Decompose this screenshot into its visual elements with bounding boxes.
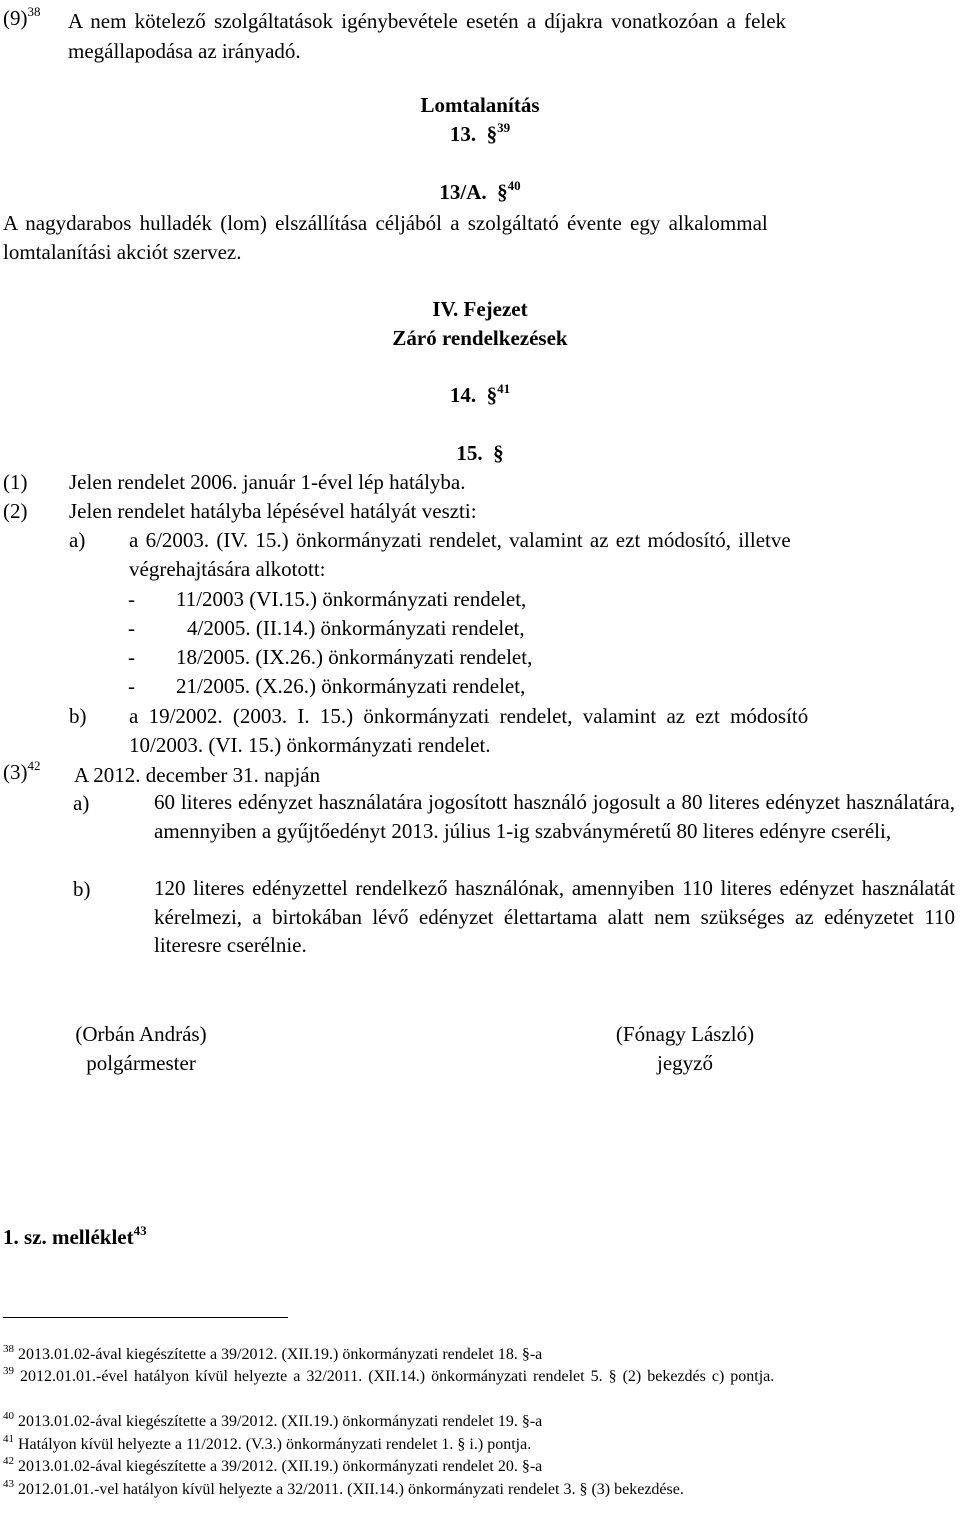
paragraph-2-text: Jelen rendelet hatályba lépésével hatályát veszti: [69,499,477,523]
paragraph-1-number: (1) [3,470,28,494]
footnote-ref-43[interactable]: 43 [133,1223,147,1238]
lomtalanitas-heading: Lomtalanítás [420,93,540,117]
section-15-heading: 15. § [456,441,504,465]
footnote-ref-38[interactable]: 38 [27,4,41,19]
footnote-41: $^{41}$ Hatályon kívül helyezte a 11/2012. (V.3.) önkormányzati rendelet 1. § i.) pontja. [3,1433,532,1453]
paragraph-9-number: $(9)^{38}$ [3,4,41,30]
item-b-label: b) [69,704,87,728]
repealed-decree-item: 4/2005. (II.14.) önkormányzati rendelet, [187,616,525,640]
section-13a-line2: lomtalanítási akciót szervez. [3,240,242,264]
dash-bullet: - [128,674,135,698]
notary-title: jegyző [657,1051,713,1075]
chapter-subtitle: Záró rendelkezések [392,326,568,350]
paragraph-3-item-a-label: a) [73,791,90,815]
paragraph-2-number: (2) [3,499,28,523]
mayor-title: polgármester [86,1051,196,1075]
dash-bullet: - [128,645,135,669]
notary-name: (Fónagy László) [615,1022,755,1046]
repealed-decree-item: 11/2003 (VI.15.) önkormányzati rendelet, [176,587,527,611]
section-13a-heading: 13/A. §$^{40}$ [439,178,521,204]
repealed-decree-item: 21/2005. (X.26.) önkormányzati rendelet, [176,674,526,698]
footnote-ref-39[interactable]: 39 [497,120,511,135]
footnote-separator [3,1317,288,1318]
dash-bullet: - [128,616,135,640]
mayor-name: (Orbán András) [75,1022,207,1046]
paragraph-3-item-a-text: 60 literes edényzet használatára jogosított használó jogosult a 80 literes edényzet használatára, amennyiben a gyűjtőedényt 2013. július 1-ig szabványméretű 80 literes edényre cseréli, [154,790,955,843]
footnote-ref-42[interactable]: 42 [27,758,41,773]
paragraph-3-number: $(3)^{42}$ [3,758,41,784]
footnote-ref-41[interactable]: 41 [497,381,511,396]
repealed-decree-item: 18/2005. (IX.26.) önkormányzati rendelet, [176,645,533,669]
chapter-title: IV. Fejezet [432,297,528,321]
paragraph-9-line2: megállapodása az irányadó. [68,39,301,63]
item-b-line2: 10/2003. (VI. 15.) önkormányzati rendelet. [129,733,491,757]
paragraph-9-line1: A nem kötelező szolgáltatások igénybevétele esetén a díjakra vonatkozóan a felek [68,9,787,33]
footnote-ref-40[interactable]: 40 [507,178,521,193]
footnote-38: $^{38}$ 2013.01.02-ával kiegészítette a 39/2012. (XII.19.) önkormányzati rendelet 18. §-a [3,1343,543,1363]
item-a-line2: végrehajtására alkotott: [129,557,326,581]
paragraph-3-item-b-label: b) [73,877,91,901]
item-a-line1: a 6/2003. (IV. 15.) önkormányzati rendelet, valamint az ezt módosító, illetve [129,528,791,552]
dash-bullet: - [128,587,135,611]
annex-heading: 1. sz. melléklet$^{43}$ [3,1223,147,1249]
footnote-39: $^{39}$ 2012.01.01.-ével hatályon kívül helyezte a 32/2011. (XII.14.) önkormányzati rendelet 5. § (2) bekezdés c) pontja. [3,1365,775,1385]
footnote-42: $^{42}$ 2013.01.02-ával kiegészítette a 39/2012. (XII.19.) önkormányzati rendelet 20. §-a [3,1455,543,1475]
footnote-43: $^{43}$ 2012.01.01.-vel hatályon kívül helyezte a 32/2011. (XII.14.) önkormányzati rendelet 3. § (3) bekezdése. [3,1478,684,1498]
section-14-heading: 14. §$^{41}$ [449,381,511,407]
paragraph-1-text: Jelen rendelet 2006. január 1-ével lép hatályba. [69,470,466,494]
section-13-heading: 13. §$^{39}$ [449,120,511,146]
paragraph-3-item-b-text: 120 literes edényzettel rendelkező használónak, amennyiben 110 literes edényzet használatát kérelmezi, a birtokában lévő edényzet élettartama alatt nem szükséges az edényzetet 110 literesre cserélnie. [154,876,955,957]
item-b-line1: a 19/2002. (2003. I. 15.) önkormányzati rendelet, valamint az ezt módosító [129,704,809,728]
paragraph-3-text: A 2012. december 31. napján [74,763,321,787]
item-a-label: a) [69,528,86,552]
footnote-40: $^{40}$ 2013.01.02-ával kiegészítette a 39/2012. (XII.19.) önkormányzati rendelet 19. §-a [3,1410,543,1430]
section-13a-line1: A nagydarabos hulladék (lom) elszállítása céljából a szolgáltató évente egy alkalommal [3,211,768,235]
